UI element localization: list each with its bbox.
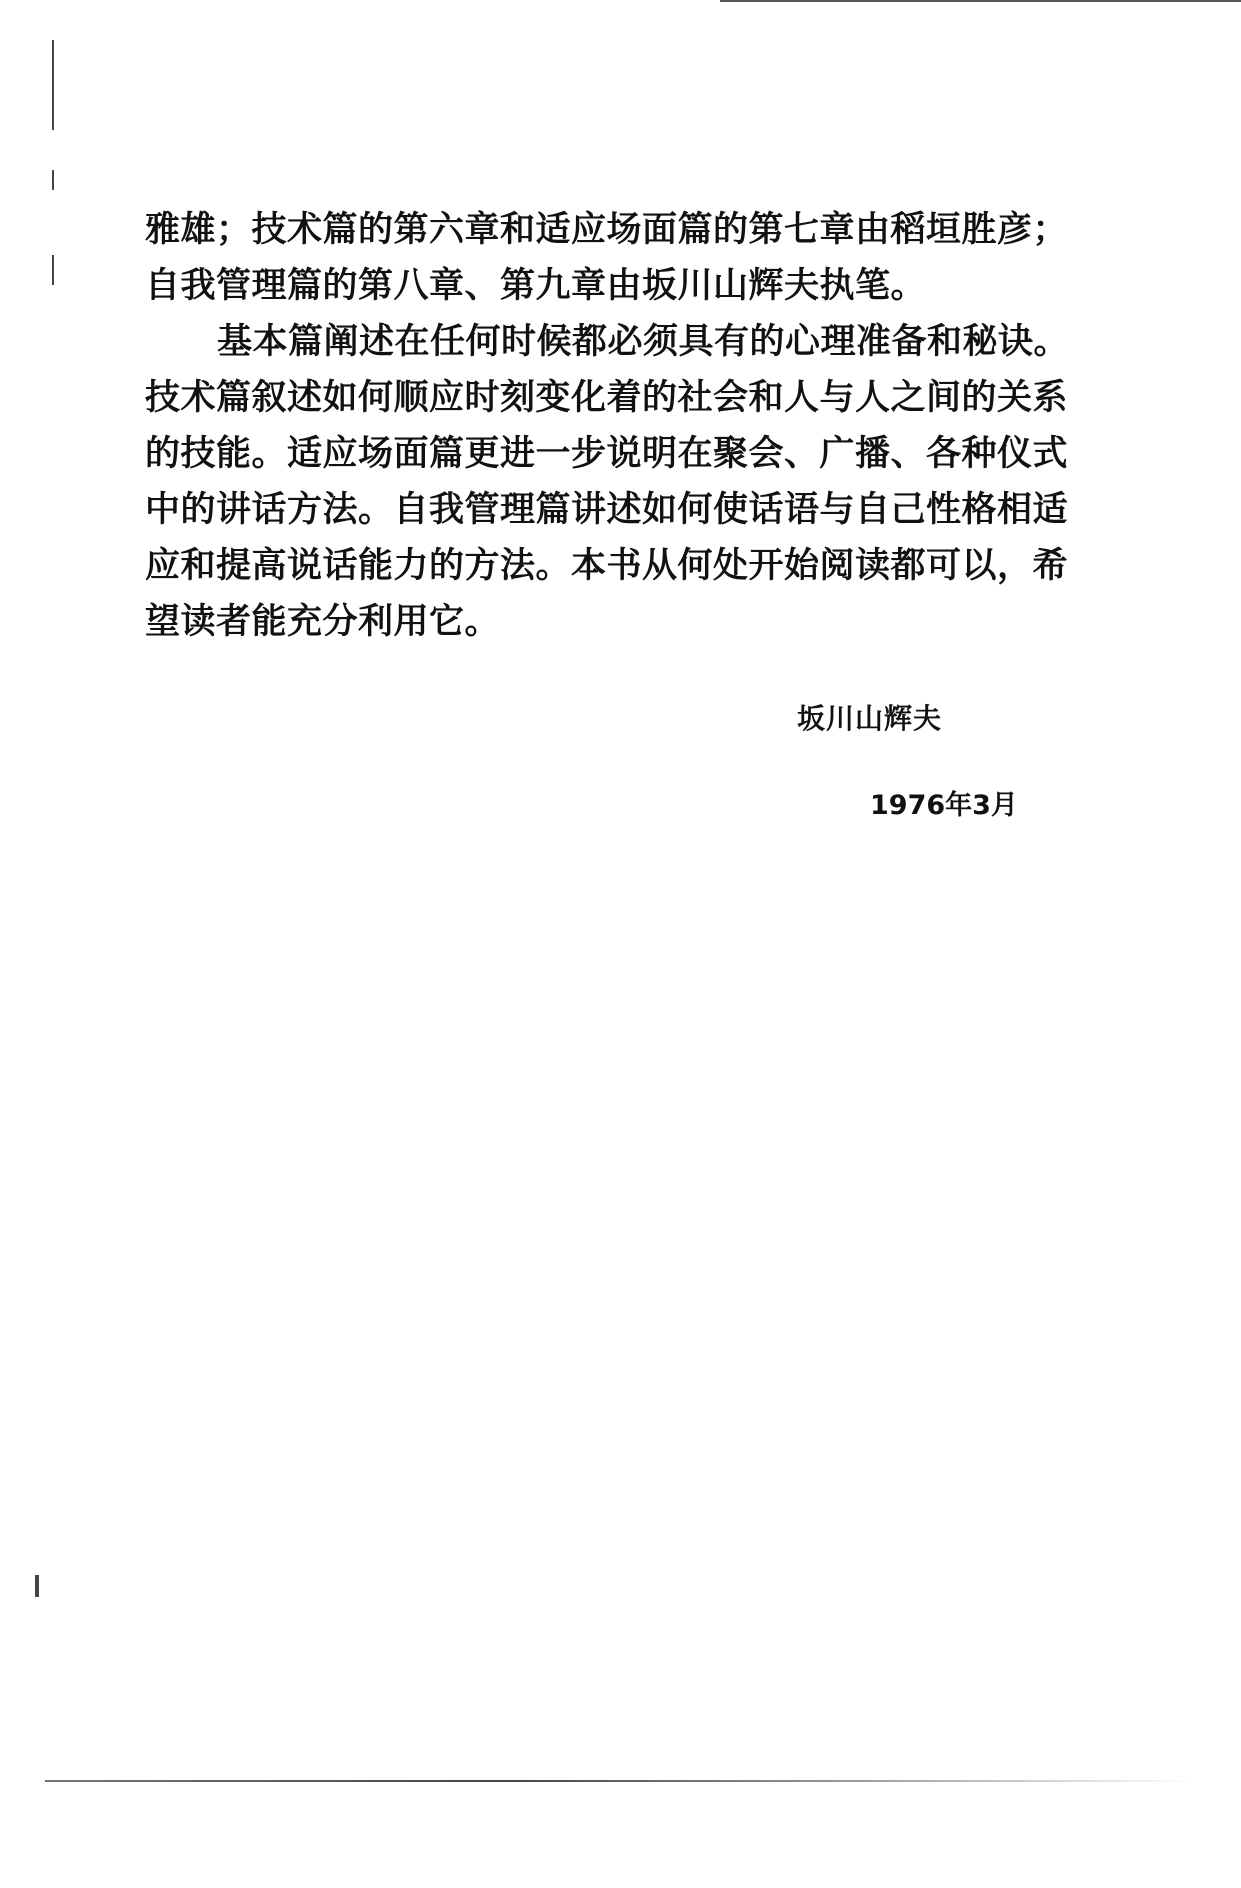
scan-edge-top [720,0,1241,2]
text-line: 中的讲话方法。自我管理篇讲述如何使话语与自己性格相适 [145,489,1069,530]
text-line: 基本篇阐述在任何时候都必须具有的心理准备和秘诀。 [217,321,1070,362]
text-line: 自我管理篇的第八章、第九章由坂川山辉夫执笔。 [145,265,927,306]
text-line: 雅雄；技术篇的第六章和适应场面篇的第七章由稻垣胜彦； [145,209,1069,250]
body-text [145,202,1080,650]
scan-margin-mark [52,170,54,190]
date-line: 1976年3月 [870,790,1018,821]
text-line: 的技能。适应场面篇更进一步说明在聚会、广播、各种仪式 [145,433,1069,474]
author-signature: 坂川山辉夫 [797,702,943,735]
scan-edge-bottom [45,1780,1195,1782]
scan-margin-mark [52,40,54,130]
text-line: 技术篇叙述如何顺应时刻变化着的社会和人与人之间的关系 [145,377,1069,418]
text-line: 望读者能充分利用它。 [145,601,501,642]
text-line: 应和提高说话能力的方法。本书从何处开始阅读都可以，希 [145,545,1069,586]
scan-margin-mark [35,1575,39,1597]
scan-margin-mark [52,255,54,285]
